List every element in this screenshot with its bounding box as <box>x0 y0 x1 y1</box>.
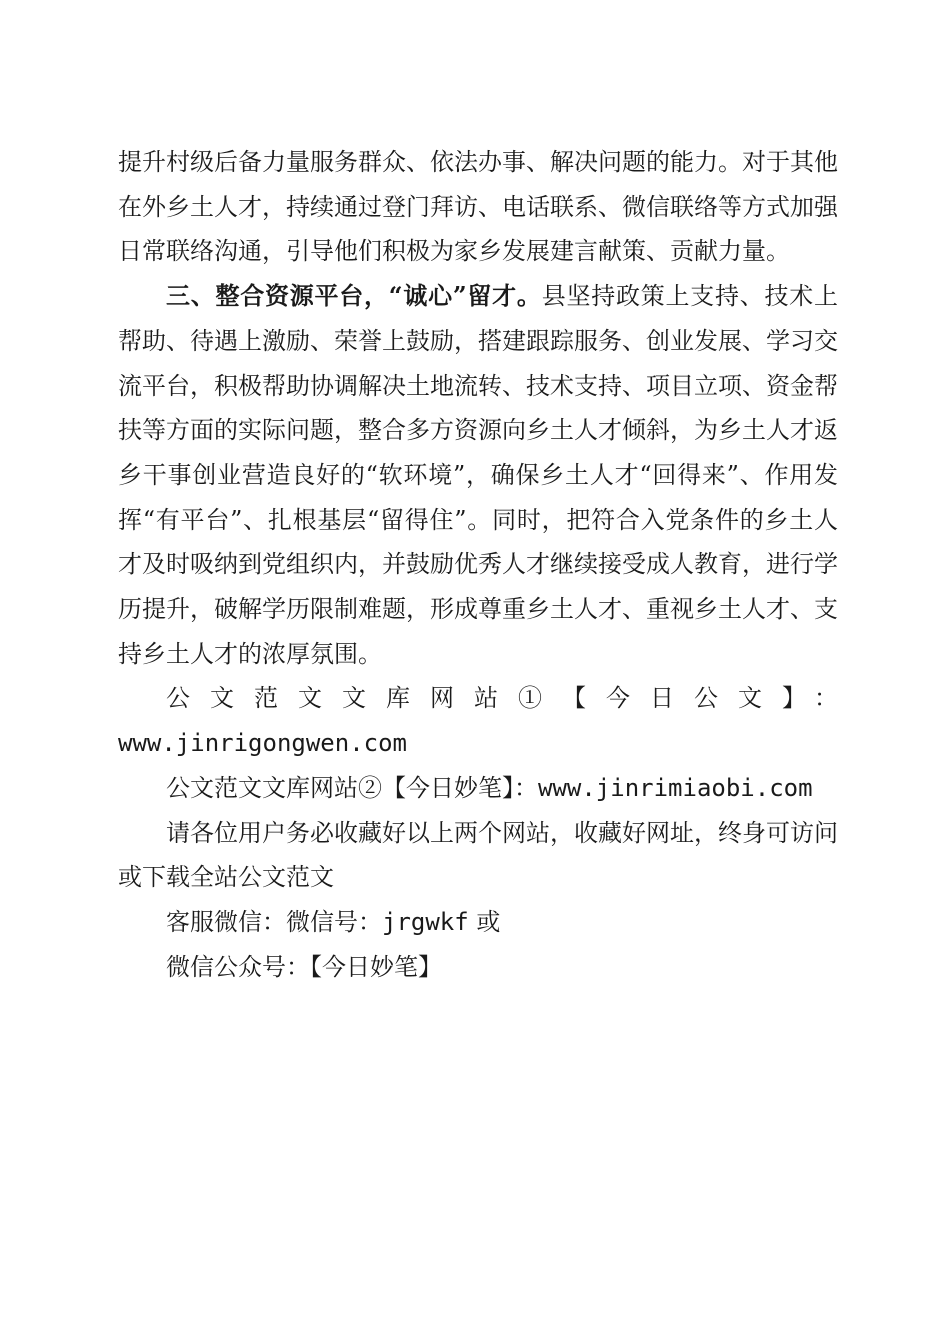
footer-site1-label: 公文范文文库网站①【今日公文】： <box>166 684 838 713</box>
footer-notice: 请各位用户务必收藏好以上两个网站，收藏好网址，终身可访问或下载全站公文范文 <box>118 818 838 892</box>
section-body: 县坚持政策上支持、技术上帮助、待遇上激励、荣誉上鼓励，搭建跟踪服务、创业发展、学习交流平台，积极帮助协调解决土地流转、技术支持、项目立项、资金帮扶等方面的实际问题，整合多方资源向乡土人才倾斜，为乡土人才返乡干事创业营造良好的“软环境”，确保乡土人才“回得来”、作用发挥“有平台”、扎根基层“留得住”。同时，把符合入党条件的乡土人才及时吸纳到党组织内，并鼓励优秀人才继续接受成人教育，进行学历提升，破解学历限制难题，形成尊重乡土人才、重视乡土人才、支持乡土人才的浓厚氛围。 <box>118 282 839 668</box>
wechat-label: 客服微信：微信号： <box>166 907 382 936</box>
site2-label: 公文范文文库网站②【今日妙笔】： <box>166 773 538 802</box>
official-account-name: 【今日妙笔】 <box>310 952 442 981</box>
wechat-id: jrgwkf <box>382 907 469 936</box>
section-heading: 三、整合资源平台，“诚心”留才。 <box>166 281 542 311</box>
paragraph-continued: 提升村级后备力量服务群众、依法办事、解决问题的能力。对于其他在外乡土人才，持续通过登门拜访、电话联系、微信联络等方式加强日常联络沟通，引导他们积极为家乡发展建言献策、贡献力量。 <box>118 148 838 266</box>
footer-site1-url[interactable] <box>118 721 838 766</box>
document-page <box>118 140 838 989</box>
site2-link[interactable]: www.jinrimiaobi.com <box>538 773 813 802</box>
paragraph-section-three <box>118 274 838 676</box>
official-account-label: 微信公众号： <box>166 952 310 981</box>
footer-site2 <box>118 766 838 811</box>
footer-official-account <box>118 945 838 990</box>
site1-link[interactable]: www.jinrigongwen.com <box>118 729 407 758</box>
footer-wechat <box>118 900 838 945</box>
wechat-or: 或 <box>476 907 501 936</box>
